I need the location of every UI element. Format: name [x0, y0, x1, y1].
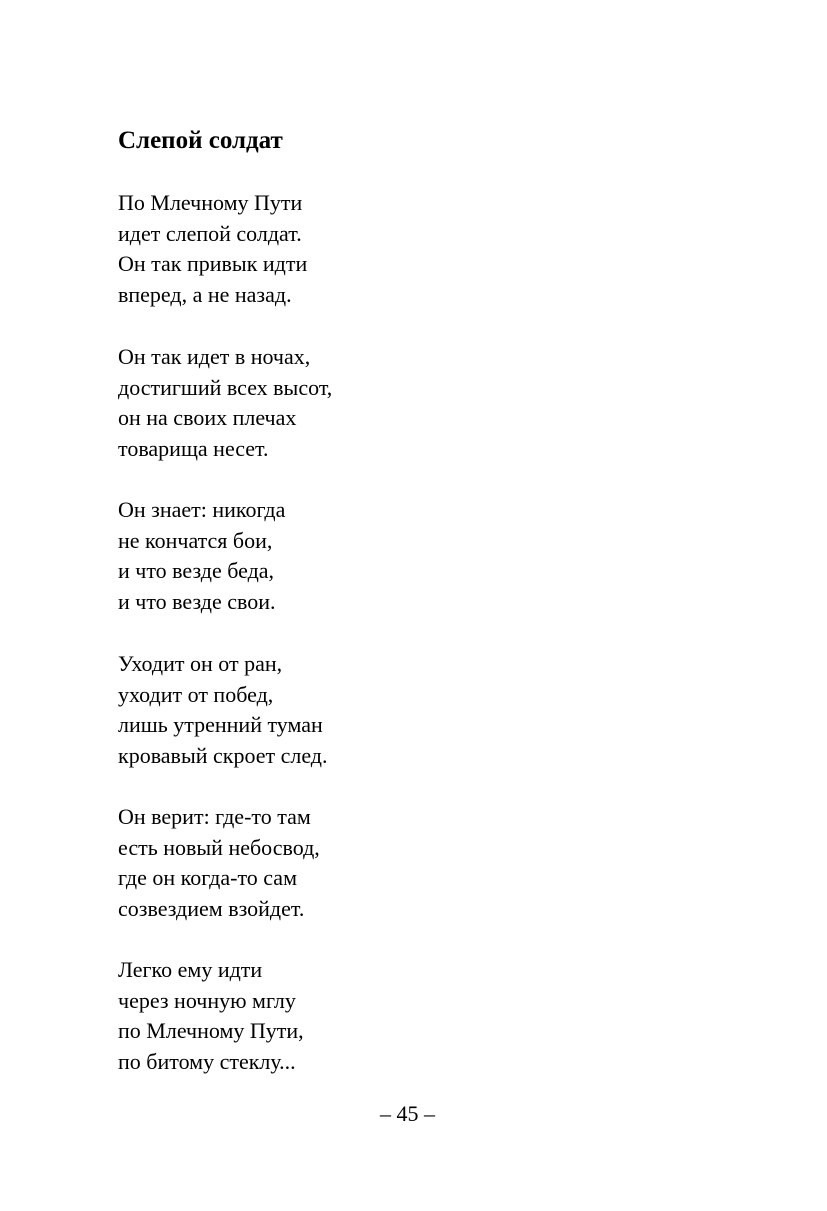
- verse-line: достигший всех высот,: [118, 374, 333, 400]
- verse-line: не кончатся бои,: [118, 527, 273, 553]
- verse-line: кровавый скроет след.: [118, 742, 328, 768]
- stanza-6: [118, 955, 304, 1077]
- verse-line: Он знает: никогда: [118, 497, 286, 522]
- verse-line: уходит от побед,: [118, 681, 274, 707]
- poem-title: Слепой солдат: [118, 127, 283, 154]
- verse-line: через ночную мглу: [118, 987, 296, 1013]
- page-number: – 45 –: [380, 1101, 435, 1126]
- verse-line: Он так идет в ночах,: [118, 344, 311, 369]
- verse-line: по Млечному Пути,: [118, 1018, 304, 1044]
- verse-line: по битому стеклу...: [118, 1048, 296, 1074]
- verse-line: Он так привык идти: [118, 251, 308, 277]
- verse-line: где он когда-то сам: [118, 865, 297, 891]
- stanza-5: [118, 802, 320, 924]
- stanza-1: [118, 188, 307, 310]
- verse-line: есть новый небосвод,: [118, 834, 320, 860]
- stanza-4: [118, 649, 328, 771]
- verse-line: он на своих плечах: [118, 405, 297, 431]
- verse-line: товарища несет.: [118, 435, 269, 461]
- verse-line: созвездием взойдет.: [118, 895, 305, 921]
- verse-line: Он верит: где-то там: [118, 804, 311, 829]
- verse-line: Легко ему идти: [118, 957, 263, 982]
- verse-line: идет слепой солдат.: [118, 220, 302, 246]
- verse-line: и что везде свои.: [118, 588, 276, 614]
- verse-line: По Млечному Пути: [118, 190, 303, 215]
- verse-line: и что везде беда,: [118, 558, 275, 584]
- stanza-2: [118, 342, 332, 464]
- verse-line: вперед, а не назад.: [118, 281, 292, 307]
- stanza-3: [118, 495, 285, 617]
- verse-line: лишь утренний туман: [118, 712, 323, 738]
- verse-line: Уходит он от ран,: [118, 651, 283, 676]
